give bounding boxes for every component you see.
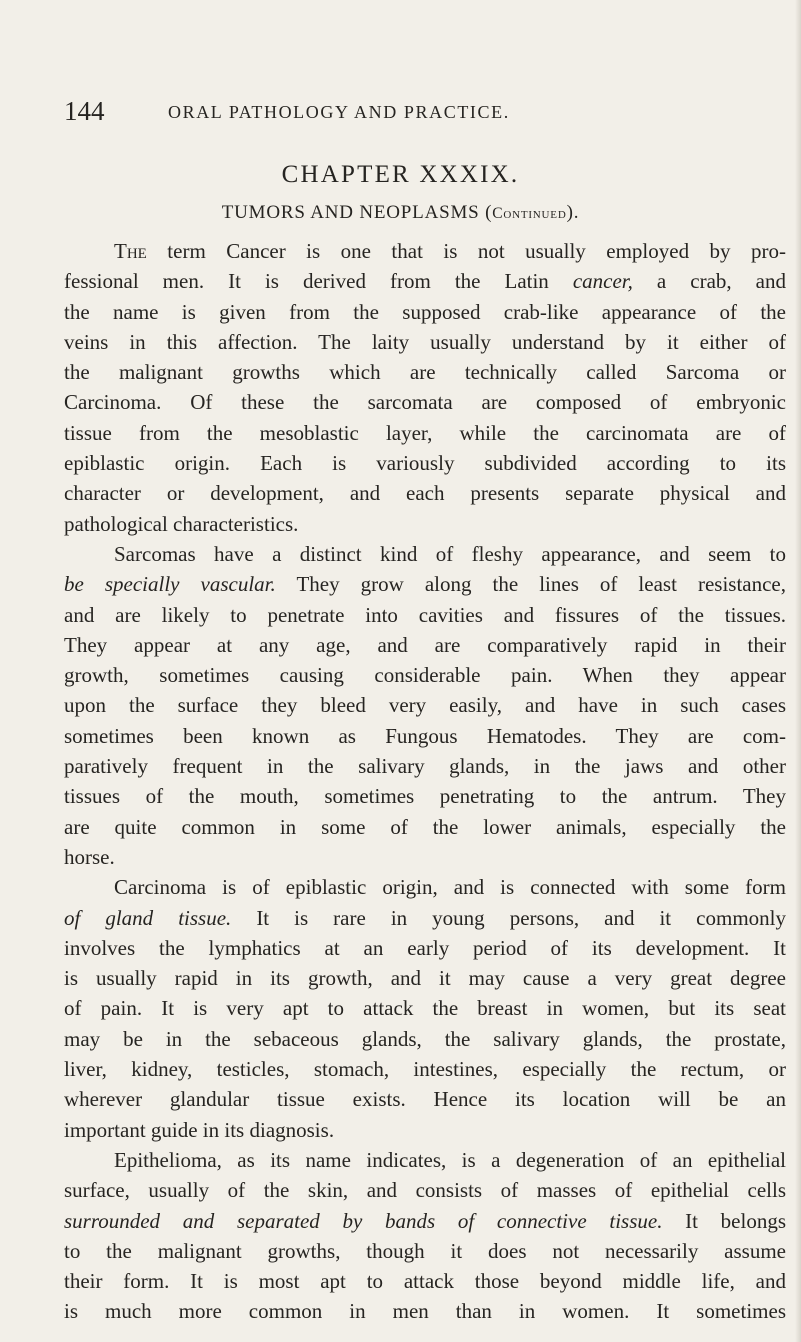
paragraph-1-line: pathological characteristics. <box>64 511 299 536</box>
paragraph-3-line <box>64 903 786 933</box>
paragraph-1-line: the name is given from the supposed crab-like appearance of the <box>64 299 786 324</box>
line-text: It is rare in young persons, and it commonly <box>231 905 786 930</box>
paragraph-1-line: character or development, and each presents separate physical and <box>64 481 786 506</box>
paragraph-4-line: Epithelioma, as its name indicates, is a degeneration of an epithelial <box>114 1147 786 1172</box>
paragraph-1-line: epiblastic origin. Each is variously subdivided according to its <box>64 451 786 476</box>
paragraph-2-line: They appear at any age, and are comparatively rapid in their <box>64 632 786 657</box>
italic-heading: be specially vascular. <box>64 572 276 597</box>
paragraph-3-line: liver, kidney, testicles, stomach, intestines, especially the rectum, or <box>64 1057 786 1082</box>
paragraph-4-line: to the malignant growths, though it does not necessarily assume <box>64 1238 786 1263</box>
paragraph-2-line: are quite common in some of the lower animals, especially the <box>64 814 786 839</box>
paragraph-3-line: may be in the sebaceous glands, the salivary glands, the prostate, <box>64 1026 786 1051</box>
paragraph-1-line <box>64 236 786 266</box>
paragraph-2-line: sometimes been known as Fungous Hematodes. They are com- <box>64 723 786 748</box>
chapter-subtitle <box>0 200 801 227</box>
subtitle-end: ). <box>566 202 580 223</box>
paragraph-2-line: upon the surface they bleed very easily, and have in such cases <box>64 693 786 718</box>
paragraph-1-line: the malignant growths which are technically called Sarcoma or <box>64 360 786 385</box>
line-text: It belongs <box>662 1208 787 1233</box>
paragraph-3-line: involves the lymphatics at an early period of its development. It <box>64 935 786 960</box>
italic-term: cancer, <box>572 269 633 294</box>
chapter-title: CHAPTER XXXIX. <box>281 161 520 188</box>
subtitle-main: TUMORS AND NEOPLASMS ( <box>221 202 493 223</box>
paragraph-4-line <box>64 1206 786 1236</box>
page-number: 144 <box>64 96 105 126</box>
paragraph-2-line: Sarcomas have a distinct kind of fleshy appearance, and seem to <box>114 541 786 566</box>
paragraph-4-line: is much more common in men than in women. It sometimes <box>64 1299 786 1324</box>
paragraph-1-line: Carcinoma. Of these the sarcomata are composed of embryonic <box>64 390 786 415</box>
paragraph-3-line: of pain. It is very apt to attack the breast in women, but its seat <box>64 996 786 1021</box>
paragraph-2-line: and are likely to penetrate into cavities and fissures of the tissues. <box>64 602 786 627</box>
subtitle-continued: Continued <box>492 205 567 222</box>
paragraph-1-line: veins in this affection. The laity usually understand by it either of <box>64 329 786 354</box>
paragraph-3-line: Carcinoma is of epiblastic origin, and is connected with some form <box>114 875 786 900</box>
paragraph-1-line: tissue from the mesoblastic layer, while the carcinomata are of <box>64 420 786 445</box>
line-text: term Cancer is one that is not usually employed by pro- <box>146 239 786 263</box>
line-text: They grow along the lines of least resistance, <box>275 572 786 597</box>
italic-heading: surrounded and separated by bands of connective tissue. <box>64 1208 663 1233</box>
paragraph-2-line <box>64 569 786 599</box>
paragraph-2-line: tissues of the mouth, sometimes penetrating to the antrum. They <box>64 784 786 809</box>
running-head <box>64 96 764 126</box>
running-title: ORAL PATHOLOGY AND PRACTICE. <box>168 102 510 122</box>
paragraph-4-line: their form. It is most apt to attack those beyond middle life, and <box>64 1269 786 1294</box>
paragraph-3-line: wherever glandular tissue exists. Hence its location will be an <box>64 1087 786 1112</box>
paragraph-2-line: growth, sometimes causing considerable pain. When they appear <box>64 663 786 688</box>
paragraph-4-line: surface, usually of the skin, and consists of masses of epithelial cells <box>64 1178 786 1203</box>
paragraph-lead-word: The <box>114 239 147 263</box>
paragraph-2-line: paratively frequent in the salivary glands, in the jaws and other <box>64 754 786 779</box>
italic-heading: of gland tissue. <box>64 905 232 930</box>
line-text: fessional men. It is derived from the Latin <box>64 269 573 294</box>
paragraph-1-line <box>64 266 786 296</box>
body-text <box>64 236 786 1327</box>
paragraph-3-line: is usually rapid in its growth, and it may cause a very great degree <box>64 966 786 991</box>
paragraph-2-line: horse. <box>64 844 115 869</box>
paragraph-3-line: important guide in its diagnosis. <box>64 1117 335 1142</box>
line-text: a crab, and <box>632 269 787 294</box>
